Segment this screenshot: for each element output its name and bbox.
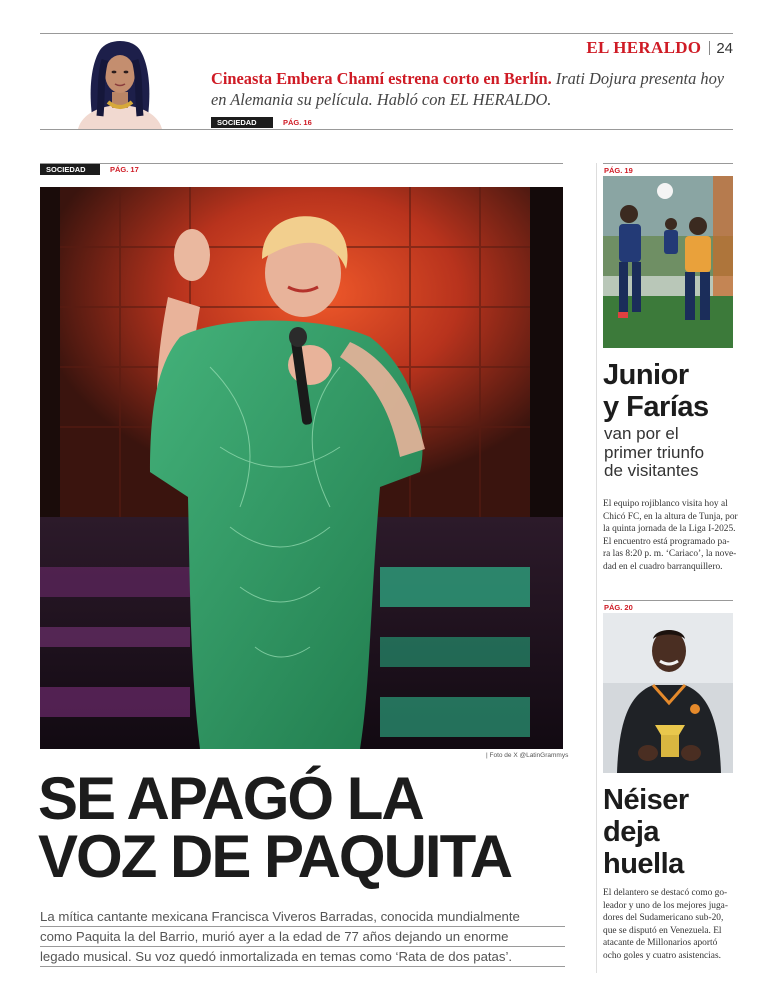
teaser-bottom-rule [40, 129, 733, 130]
side2-photo[interactable] [603, 613, 733, 773]
lead-line: legado musical. Su voz quedó inmortalizada en temas como ‘Rata de dos patas’. [40, 947, 565, 967]
side1-body-line: ra las 8:20 p. m. ‘Cariaco’, la nove- [603, 549, 737, 560]
side1-title-line: Junior [603, 359, 689, 391]
side1-title[interactable] [603, 359, 709, 423]
side2-title-line: huella [603, 848, 684, 880]
column-divider [596, 163, 597, 973]
teaser-portrait-image [70, 36, 170, 129]
side1-subtitle-line: van por el [604, 424, 679, 443]
newspaper-brand: EL HERALDO [586, 38, 702, 57]
side1-subtitle-line: primer triunfo [604, 442, 705, 462]
side2-title-line: deja [603, 816, 660, 848]
side2-body [603, 887, 734, 963]
side1-rule [603, 163, 733, 164]
side1-body-line: dad en el cuadro barranquillero. [603, 561, 723, 572]
masthead-separator [709, 41, 710, 55]
side1-body-line: la quinta jornada de la Liga I-2025. [603, 524, 736, 535]
masthead [586, 38, 733, 58]
side1-title-line: y Farías [603, 391, 709, 423]
side1-photo[interactable] [603, 176, 733, 348]
side1-body-line: El encuentro está programado pa- [603, 536, 730, 547]
lead-line: como Paquita la del Barrio, murió ayer a la edad de 77 años dejando un enorme [40, 927, 565, 947]
main-section-bar [40, 164, 139, 175]
side2-title-line: Néiser [603, 784, 689, 816]
side2-body-line: leador y uno de los mejores juga- [603, 900, 728, 911]
side2-body-line: atacante de Millonarios aportó [603, 938, 718, 949]
side2-body-line: El delantero se destacó como go- [603, 888, 728, 898]
photo-credit: | Foto de X @LatinGrammys [486, 752, 569, 759]
teaser-section-tag: SOCIEDAD [211, 117, 273, 128]
side2-body-line: que se disputó en Venezuela. El [603, 925, 722, 936]
main-headline[interactable] [38, 765, 568, 890]
side1-body-line: Chicó FC, en la altura de Tunja, por [603, 511, 738, 522]
page-number: 24 [716, 39, 733, 57]
side1-page-ref: PÁG. 19 [604, 166, 633, 175]
side1-subtitle-line: de visitantes [604, 461, 699, 480]
side1-subtitle [604, 425, 704, 481]
main-headline-line: VOZ DE PAQUITA [38, 823, 512, 890]
side1-body-line: El equipo rojiblanco visita hoy al [603, 499, 728, 509]
main-story-photo[interactable] [40, 187, 563, 749]
side1-body [603, 498, 738, 574]
top-rule [40, 33, 733, 34]
teaser-headline: Cineasta Embera Chamí estrena corto en Berlín. [211, 69, 552, 88]
teaser-summary: Irati Dojura presenta hoy en Alemania su película. Habló con EL HERALDO. [211, 69, 725, 109]
side2-page-ref: PÁG. 20 [604, 603, 633, 612]
side2-body-line: dores del Sudamericano sub-20, [603, 913, 724, 924]
teaser-page-ref: PÁG. 16 [283, 118, 312, 127]
teaser-section-bar [211, 117, 312, 128]
main-section-tag: SOCIEDAD [40, 164, 100, 175]
side2-title[interactable] [603, 784, 689, 880]
main-headline-line: SE APAGÓ LA [38, 765, 423, 832]
side2-rule [603, 600, 733, 601]
main-lead [40, 907, 565, 967]
main-page-ref: PÁG. 17 [110, 165, 139, 174]
teaser-text[interactable] [211, 68, 731, 110]
lead-line: La mítica cantante mexicana Francisca Viveros Barradas, conocida mundialmente [40, 907, 565, 927]
side2-body-line: ocho goles y cuatro asistencias. [603, 950, 721, 961]
